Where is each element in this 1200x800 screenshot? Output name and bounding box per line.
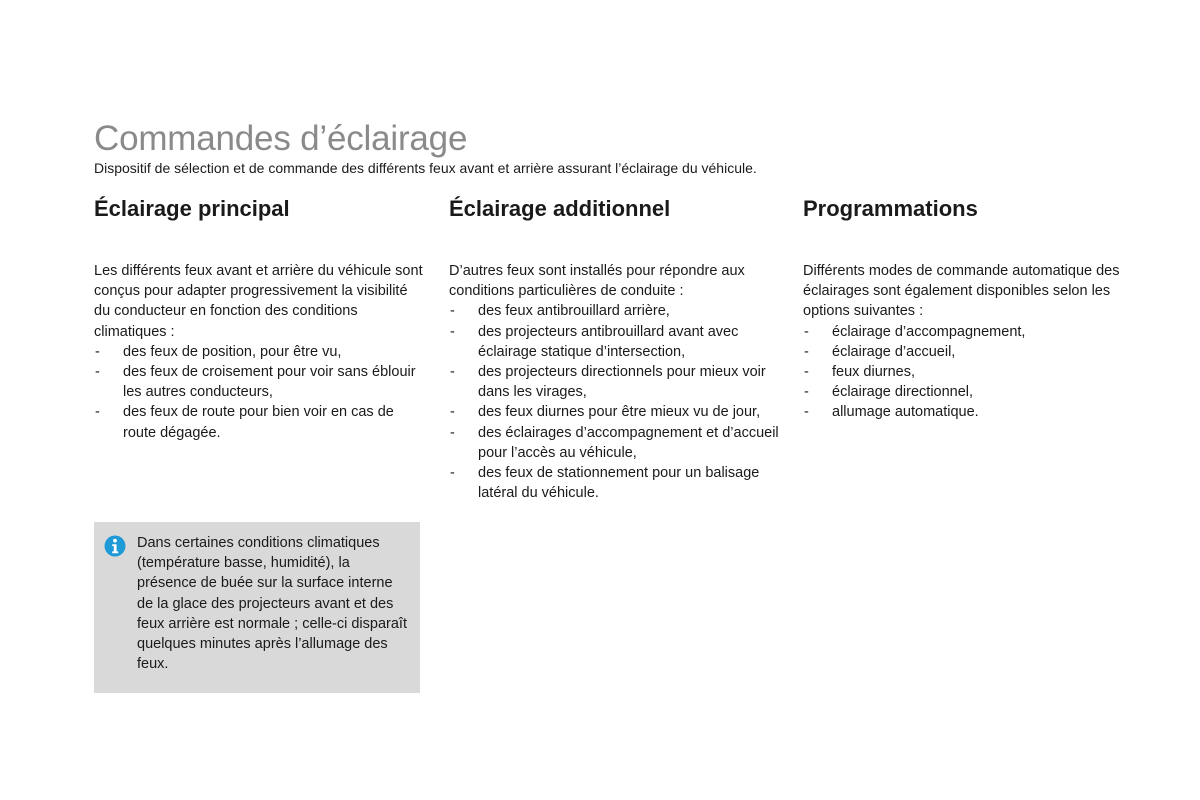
list-item-text: des projecteurs directionnels pour mieux voir dans les virages, (478, 364, 766, 401)
info-note-box (94, 522, 420, 693)
column-heading: Éclairage principal (94, 196, 290, 221)
bullet-list (803, 322, 1133, 423)
list-marker: - (450, 465, 455, 482)
info-note-text: Dans certaines conditions climatiques (température basse, humidité), la présence de buée sur la surface interne de la glace des projecteurs avant et des feux arrière est normale ; celle-ci disparaît quelques minutes après l’allumage des feux. (137, 535, 407, 673)
column-intro: D’autres feux sont installés pour répondre aux conditions particulières de conduite : (449, 263, 745, 300)
list-marker: - (804, 364, 809, 381)
list-item (94, 362, 424, 402)
list-item (803, 402, 1133, 422)
list-marker: - (450, 424, 455, 441)
list-marker: - (450, 323, 455, 340)
column-heading: Éclairage additionnel (449, 196, 671, 221)
list-item-text: des feux de route pour bien voir en cas de route dégagée. (123, 404, 394, 441)
column-eclairage-principal (94, 195, 424, 443)
list-marker: - (804, 404, 809, 421)
page-title: Commandes d’éclairage (94, 119, 468, 158)
column-heading: Programmations (803, 196, 978, 221)
list-item (449, 423, 779, 463)
list-item-text: des feux antibrouillard arrière, (478, 303, 670, 320)
list-marker: - (95, 404, 100, 421)
list-item (449, 301, 779, 321)
column-eclairage-additionnel (449, 195, 779, 503)
bullet-list (449, 301, 779, 503)
list-marker: - (804, 343, 809, 360)
list-item (449, 402, 779, 422)
list-marker: - (95, 343, 100, 360)
list-marker: - (804, 384, 809, 401)
list-item-text: des éclairages d’accompagnement et d’accueil pour l’accès au véhicule, (478, 424, 779, 461)
list-item-text: des feux de stationnement pour un balisage latéral du véhicule. (478, 465, 760, 502)
list-item (803, 382, 1133, 402)
list-item-text: éclairage d’accompagnement, (832, 323, 1026, 340)
list-item-text: des feux de croisement pour voir sans éblouir les autres conducteurs, (123, 364, 416, 401)
list-item (449, 463, 779, 503)
page-subtitle: Dispositif de sélection et de commande des différents feux avant et arrière assurant l’éclairage du véhicule. (94, 160, 757, 176)
list-marker: - (804, 323, 809, 340)
list-item-text: éclairage directionnel, (832, 384, 974, 401)
list-item (449, 322, 779, 362)
list-marker: - (450, 404, 455, 421)
list-marker: - (450, 364, 455, 381)
list-marker: - (450, 303, 455, 320)
list-marker: - (95, 364, 100, 381)
bullet-list (94, 342, 424, 443)
list-item (94, 402, 424, 442)
list-item-text: des feux diurnes pour être mieux vu de jour, (478, 404, 761, 421)
list-item-text: feux diurnes, (832, 364, 916, 381)
info-icon-dot (113, 539, 117, 543)
list-item (94, 342, 424, 362)
list-item-text: allumage automatique. (832, 404, 979, 421)
info-icon (104, 535, 126, 557)
list-item-text: des feux de position, pour être vu, (123, 343, 342, 360)
column-intro: Différents modes de commande automatique des éclairages sont également disponibles selon les options suivantes : (803, 263, 1120, 320)
column-intro: Les différents feux avant et arrière du véhicule sont conçus pour adapter progressivement la visibilité du conducteur en fonction des conditions climatiques : (94, 263, 423, 340)
list-item (449, 362, 779, 402)
list-item (803, 362, 1133, 382)
list-item (803, 342, 1133, 362)
list-item-text: des projecteurs antibrouillard avant avec éclairage statique d’intersection, (478, 323, 739, 360)
list-item-text: éclairage d’accueil, (832, 343, 956, 360)
column-programmations (803, 195, 1133, 423)
list-item (803, 322, 1133, 342)
